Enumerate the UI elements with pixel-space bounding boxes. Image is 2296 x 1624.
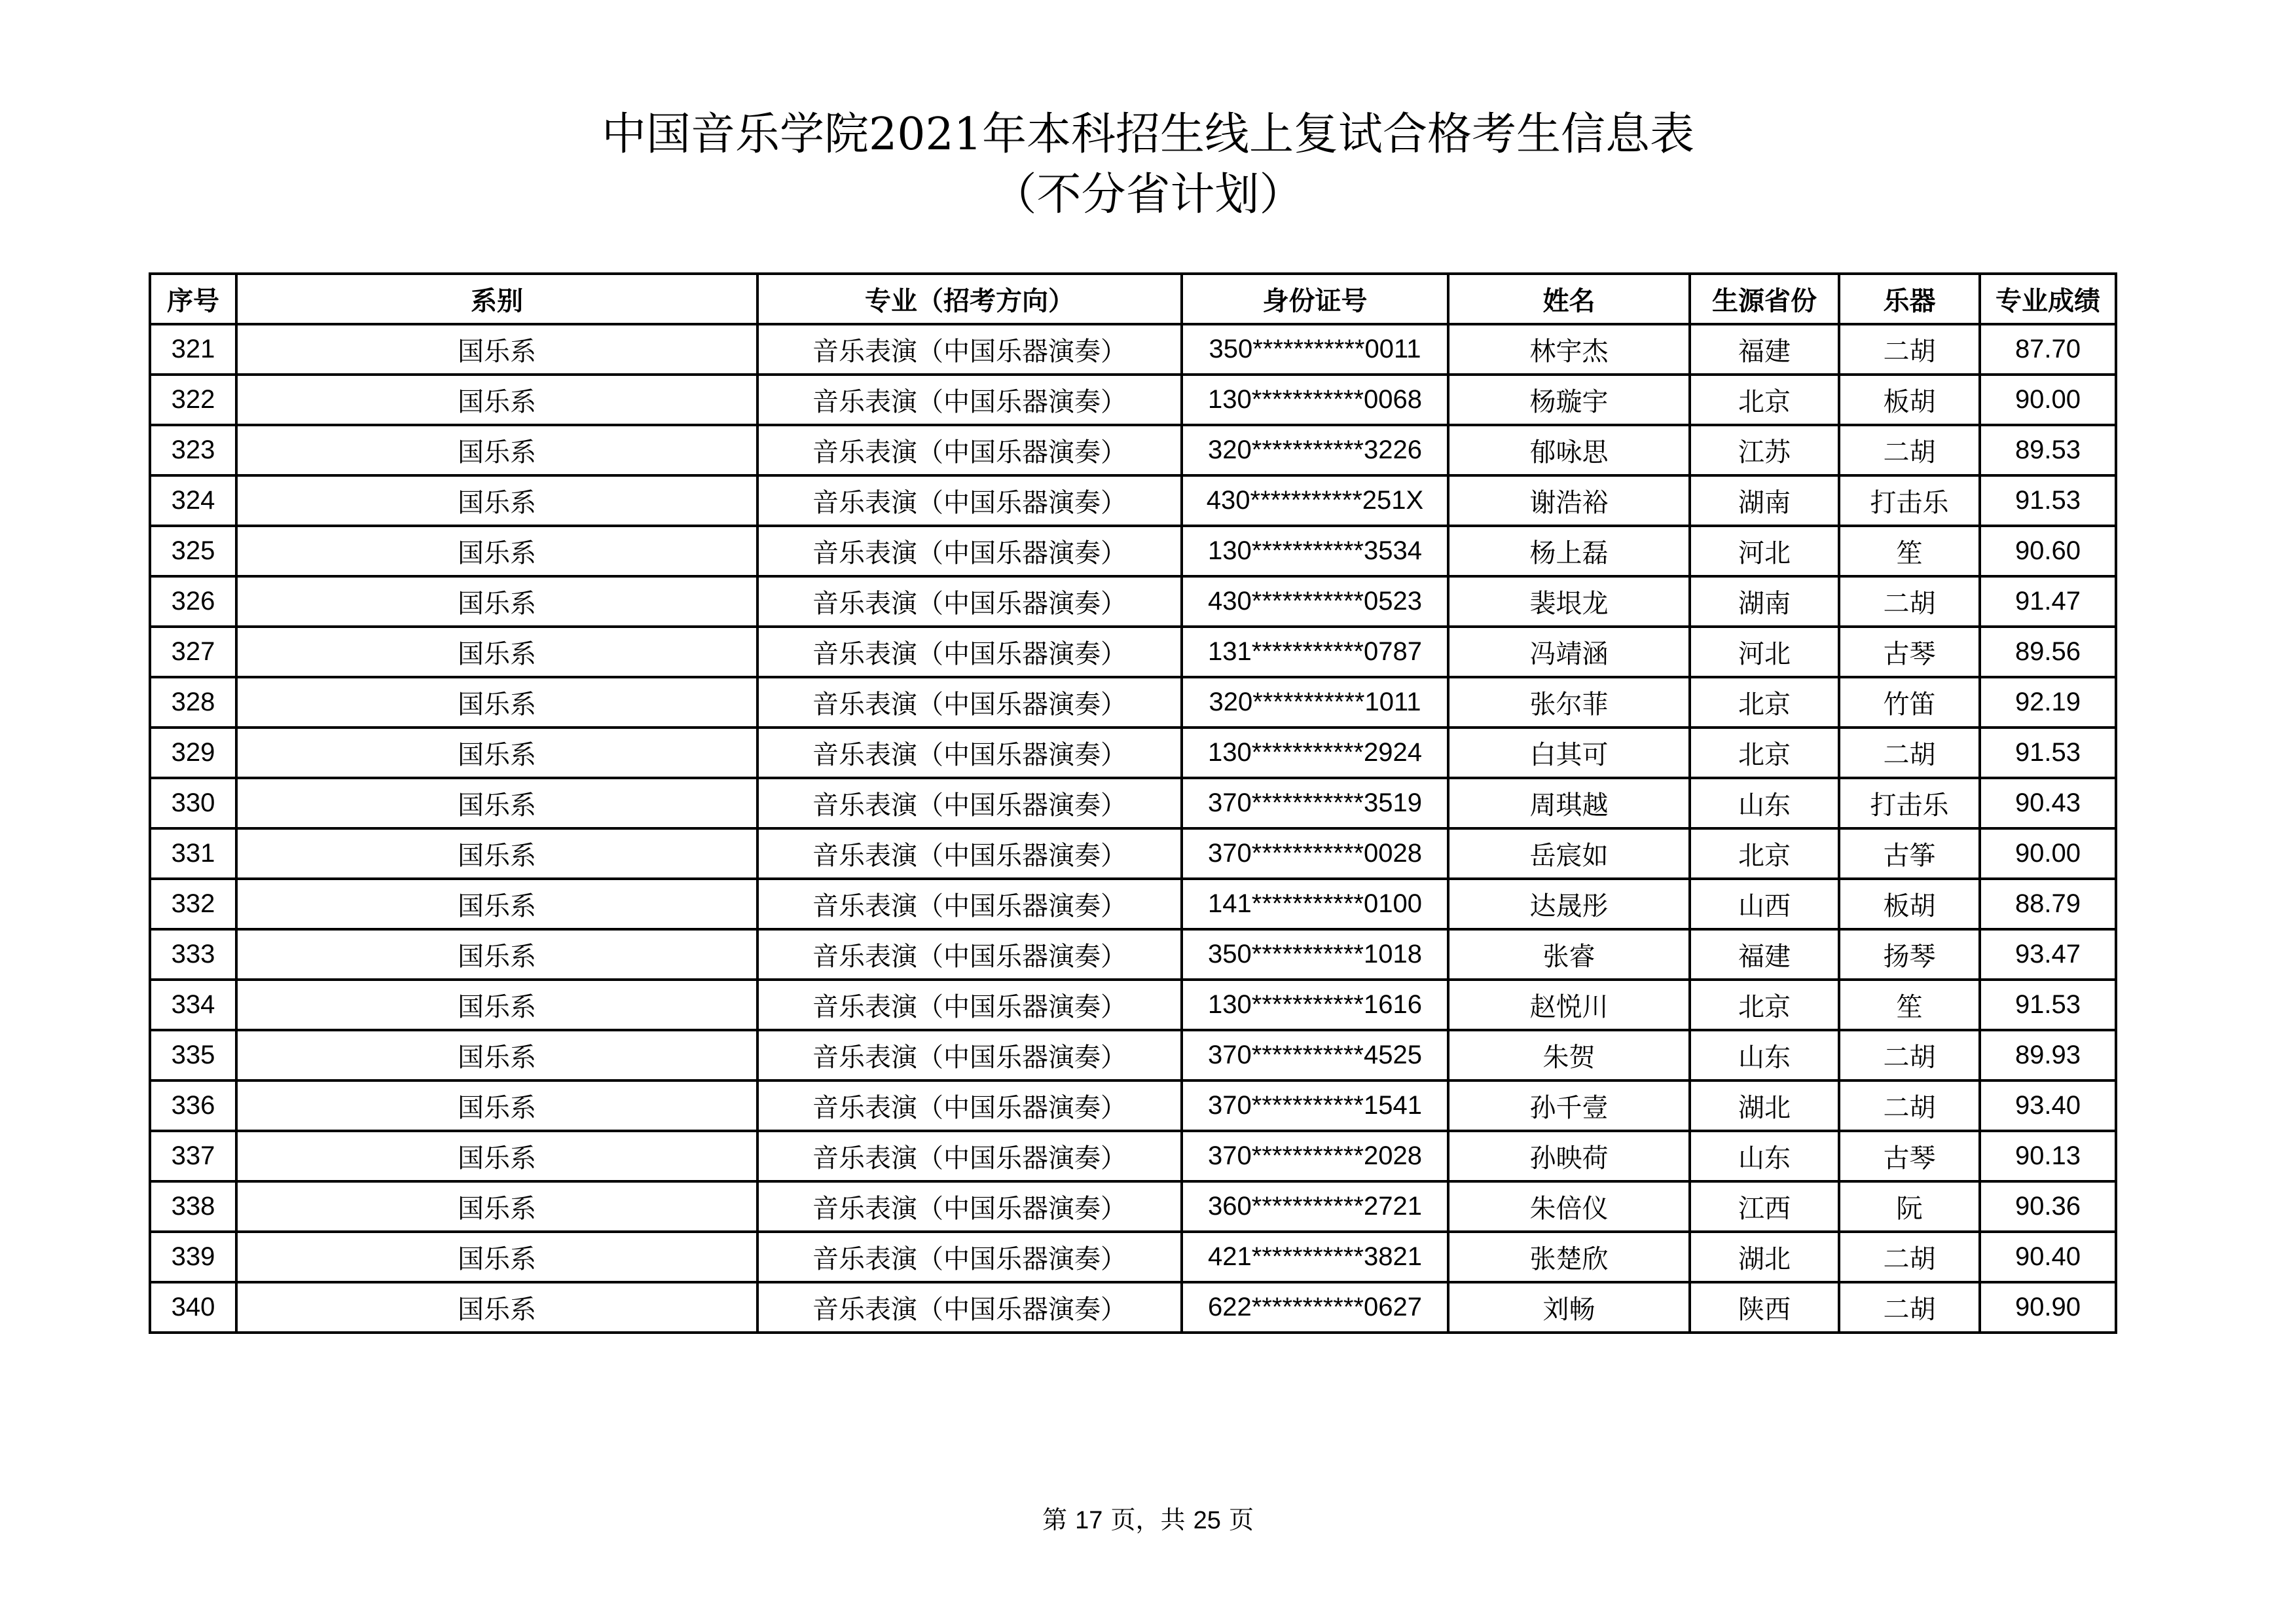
table-row	[150, 1080, 2116, 1131]
cell-score: 90.00	[1980, 375, 2116, 425]
cell-id-number: 141***********0100	[1182, 879, 1448, 929]
cell-instrument: 二胡	[1839, 324, 1980, 375]
table-row	[150, 475, 2116, 526]
cell-seq: 325	[150, 526, 236, 576]
cell-department: 国乐系	[236, 475, 757, 526]
header-cell-major: 专业（招考方向）	[757, 274, 1182, 324]
cell-major: 音乐表演（中国乐器演奏）	[757, 375, 1182, 425]
cell-province: 北京	[1690, 728, 1839, 778]
cell-seq: 327	[150, 627, 236, 677]
cell-id-number: 320***********3226	[1182, 425, 1448, 475]
cell-province: 湖北	[1690, 1232, 1839, 1282]
cell-instrument: 笙	[1839, 980, 1980, 1030]
cell-instrument: 二胡	[1839, 576, 1980, 627]
cell-seq: 321	[150, 324, 236, 375]
cell-name: 张睿	[1448, 929, 1690, 980]
cell-major: 音乐表演（中国乐器演奏）	[757, 1131, 1182, 1181]
cell-seq: 335	[150, 1030, 236, 1080]
cell-name: 赵悦川	[1448, 980, 1690, 1030]
table-row	[150, 576, 2116, 627]
cell-score: 91.53	[1980, 980, 2116, 1030]
cell-id-number: 131***********0787	[1182, 627, 1448, 677]
cell-province: 江苏	[1690, 425, 1839, 475]
cell-department: 国乐系	[236, 425, 757, 475]
header-cell-seq: 序号	[150, 274, 236, 324]
cell-name: 朱贺	[1448, 1030, 1690, 1080]
cell-id-number: 370***********4525	[1182, 1030, 1448, 1080]
cell-department: 国乐系	[236, 526, 757, 576]
cell-major: 音乐表演（中国乐器演奏）	[757, 526, 1182, 576]
cell-score: 90.13	[1980, 1131, 2116, 1181]
cell-seq: 336	[150, 1080, 236, 1131]
footer-middle: 页，共	[1110, 1505, 1186, 1534]
table-row	[150, 1030, 2116, 1080]
cell-score: 90.36	[1980, 1181, 2116, 1232]
cell-instrument: 二胡	[1839, 425, 1980, 475]
cell-major: 音乐表演（中国乐器演奏）	[757, 1282, 1182, 1333]
cell-department: 国乐系	[236, 778, 757, 828]
table-row	[150, 1131, 2116, 1181]
table-row	[150, 1232, 2116, 1282]
cell-score: 93.47	[1980, 929, 2116, 980]
cell-major: 音乐表演（中国乐器演奏）	[757, 627, 1182, 677]
table-row	[150, 980, 2116, 1030]
footer-suffix: 页	[1228, 1505, 1254, 1534]
cell-name: 朱倍仪	[1448, 1181, 1690, 1232]
page-footer	[0, 1500, 2296, 1536]
header-cell-department: 系别	[236, 274, 757, 324]
footer-current-page: 17	[1075, 1507, 1103, 1534]
cell-department: 国乐系	[236, 728, 757, 778]
cell-score: 91.47	[1980, 576, 2116, 627]
cell-score: 90.43	[1980, 778, 2116, 828]
cell-seq: 331	[150, 828, 236, 879]
table-row	[150, 1181, 2116, 1232]
cell-seq: 337	[150, 1131, 236, 1181]
header-cell-score: 专业成绩	[1980, 274, 2116, 324]
cell-province: 湖南	[1690, 475, 1839, 526]
cell-id-number: 130***********0068	[1182, 375, 1448, 425]
cell-instrument: 古筝	[1839, 828, 1980, 879]
cell-province: 山东	[1690, 778, 1839, 828]
cell-province: 山东	[1690, 1131, 1839, 1181]
cell-id-number: 350***********1018	[1182, 929, 1448, 980]
cell-province: 湖南	[1690, 576, 1839, 627]
cell-department: 国乐系	[236, 375, 757, 425]
cell-department: 国乐系	[236, 929, 757, 980]
cell-name: 白其可	[1448, 728, 1690, 778]
cell-score: 88.79	[1980, 879, 2116, 929]
cell-score: 91.53	[1980, 475, 2116, 526]
cell-id-number: 350***********0011	[1182, 324, 1448, 375]
cell-major: 音乐表演（中国乐器演奏）	[757, 929, 1182, 980]
cell-seq: 334	[150, 980, 236, 1030]
cell-province: 北京	[1690, 375, 1839, 425]
cell-id-number: 430***********0523	[1182, 576, 1448, 627]
cell-id-number: 130***********1616	[1182, 980, 1448, 1030]
table-row	[150, 526, 2116, 576]
cell-name: 孙千壹	[1448, 1080, 1690, 1131]
cell-name: 冯靖涵	[1448, 627, 1690, 677]
cell-id-number: 370***********1541	[1182, 1080, 1448, 1131]
table-row	[150, 728, 2116, 778]
cell-instrument: 二胡	[1839, 728, 1980, 778]
cell-id-number: 430***********251X	[1182, 475, 1448, 526]
cell-name: 张尔菲	[1448, 677, 1690, 728]
table-row	[150, 1282, 2116, 1333]
cell-name: 刘畅	[1448, 1282, 1690, 1333]
cell-major: 音乐表演（中国乐器演奏）	[757, 1181, 1182, 1232]
candidate-table	[149, 272, 2117, 1334]
cell-department: 国乐系	[236, 828, 757, 879]
cell-province: 河北	[1690, 526, 1839, 576]
cell-id-number: 622***********0627	[1182, 1282, 1448, 1333]
header-cell-province: 生源省份	[1690, 274, 1839, 324]
cell-score: 89.93	[1980, 1030, 2116, 1080]
cell-province: 福建	[1690, 929, 1839, 980]
cell-province: 湖北	[1690, 1080, 1839, 1131]
cell-score: 91.53	[1980, 728, 2116, 778]
cell-department: 国乐系	[236, 627, 757, 677]
cell-id-number: 360***********2721	[1182, 1181, 1448, 1232]
cell-seq: 340	[150, 1282, 236, 1333]
cell-province: 河北	[1690, 627, 1839, 677]
cell-major: 音乐表演（中国乐器演奏）	[757, 677, 1182, 728]
table-row	[150, 324, 2116, 375]
table-row	[150, 929, 2116, 980]
cell-name: 周琪越	[1448, 778, 1690, 828]
cell-name: 岳宸如	[1448, 828, 1690, 879]
cell-instrument: 古琴	[1839, 1131, 1980, 1181]
cell-name: 郁咏思	[1448, 425, 1690, 475]
cell-major: 音乐表演（中国乐器演奏）	[757, 1030, 1182, 1080]
cell-name: 达晟彤	[1448, 879, 1690, 929]
cell-name: 林宇杰	[1448, 324, 1690, 375]
cell-major: 音乐表演（中国乐器演奏）	[757, 324, 1182, 375]
cell-department: 国乐系	[236, 1030, 757, 1080]
cell-major: 音乐表演（中国乐器演奏）	[757, 576, 1182, 627]
header-cell-instrument: 乐器	[1839, 274, 1980, 324]
cell-province: 山西	[1690, 879, 1839, 929]
cell-province: 江西	[1690, 1181, 1839, 1232]
cell-id-number: 421***********3821	[1182, 1232, 1448, 1282]
cell-instrument: 二胡	[1839, 1030, 1980, 1080]
cell-major: 音乐表演（中国乐器演奏）	[757, 879, 1182, 929]
cell-name: 孙映荷	[1448, 1131, 1690, 1181]
cell-score: 93.40	[1980, 1080, 2116, 1131]
cell-major: 音乐表演（中国乐器演奏）	[757, 1080, 1182, 1131]
cell-instrument: 二胡	[1839, 1232, 1980, 1282]
cell-seq: 333	[150, 929, 236, 980]
cell-province: 福建	[1690, 324, 1839, 375]
cell-id-number: 370***********0028	[1182, 828, 1448, 879]
cell-province: 北京	[1690, 828, 1839, 879]
cell-seq: 324	[150, 475, 236, 526]
cell-instrument: 板胡	[1839, 879, 1980, 929]
cell-instrument: 竹笛	[1839, 677, 1980, 728]
cell-seq: 329	[150, 728, 236, 778]
cell-score: 90.40	[1980, 1232, 2116, 1282]
cell-major: 音乐表演（中国乐器演奏）	[757, 980, 1182, 1030]
cell-seq: 332	[150, 879, 236, 929]
header-cell-id-number: 身份证号	[1182, 274, 1448, 324]
cell-major: 音乐表演（中国乐器演奏）	[757, 475, 1182, 526]
cell-major: 音乐表演（中国乐器演奏）	[757, 778, 1182, 828]
cell-province: 山东	[1690, 1030, 1839, 1080]
cell-instrument: 打击乐	[1839, 475, 1980, 526]
cell-name: 杨璇宇	[1448, 375, 1690, 425]
cell-score: 90.60	[1980, 526, 2116, 576]
cell-major: 音乐表演（中国乐器演奏）	[757, 828, 1182, 879]
document-title: 中国音乐学院2021年本科招生线上复试合格考生信息表	[601, 109, 1695, 160]
footer-prefix: 第	[1042, 1505, 1068, 1534]
cell-seq: 322	[150, 375, 236, 425]
cell-instrument: 阮	[1839, 1181, 1980, 1232]
cell-id-number: 370***********3519	[1182, 778, 1448, 828]
cell-province: 北京	[1690, 677, 1839, 728]
cell-id-number: 370***********2028	[1182, 1131, 1448, 1181]
cell-department: 国乐系	[236, 980, 757, 1030]
table-row	[150, 425, 2116, 475]
cell-instrument: 板胡	[1839, 375, 1980, 425]
table-header-row	[150, 274, 2116, 324]
cell-seq: 328	[150, 677, 236, 728]
cell-department: 国乐系	[236, 1181, 757, 1232]
cell-department: 国乐系	[236, 324, 757, 375]
cell-score: 89.53	[1980, 425, 2116, 475]
table-row	[150, 627, 2116, 677]
cell-instrument: 扬琴	[1839, 929, 1980, 980]
cell-name: 张楚欣	[1448, 1232, 1690, 1282]
document-subtitle: （不分省计划）	[992, 169, 1304, 221]
cell-score: 90.90	[1980, 1282, 2116, 1333]
cell-department: 国乐系	[236, 879, 757, 929]
cell-major: 音乐表演（中国乐器演奏）	[757, 425, 1182, 475]
cell-instrument: 二胡	[1839, 1282, 1980, 1333]
cell-instrument: 笙	[1839, 526, 1980, 576]
table-row	[150, 778, 2116, 828]
cell-seq: 330	[150, 778, 236, 828]
cell-province: 陕西	[1690, 1282, 1839, 1333]
cell-name: 杨上磊	[1448, 526, 1690, 576]
cell-instrument: 二胡	[1839, 1080, 1980, 1131]
cell-id-number: 130***********2924	[1182, 728, 1448, 778]
cell-name: 谢浩裕	[1448, 475, 1690, 526]
cell-major: 音乐表演（中国乐器演奏）	[757, 1232, 1182, 1282]
table-row	[150, 375, 2116, 425]
table-row	[150, 879, 2116, 929]
cell-department: 国乐系	[236, 1080, 757, 1131]
table-row	[150, 677, 2116, 728]
cell-score: 87.70	[1980, 324, 2116, 375]
cell-department: 国乐系	[236, 1232, 757, 1282]
cell-seq: 339	[150, 1232, 236, 1282]
cell-id-number: 320***********1011	[1182, 677, 1448, 728]
cell-seq: 326	[150, 576, 236, 627]
table-body	[150, 324, 2116, 1333]
cell-score: 92.19	[1980, 677, 2116, 728]
cell-department: 国乐系	[236, 1131, 757, 1181]
cell-score: 89.56	[1980, 627, 2116, 677]
cell-score: 90.00	[1980, 828, 2116, 879]
cell-instrument: 古琴	[1839, 627, 1980, 677]
cell-id-number: 130***********3534	[1182, 526, 1448, 576]
cell-instrument: 打击乐	[1839, 778, 1980, 828]
cell-department: 国乐系	[236, 576, 757, 627]
cell-major: 音乐表演（中国乐器演奏）	[757, 728, 1182, 778]
cell-seq: 323	[150, 425, 236, 475]
cell-seq: 338	[150, 1181, 236, 1232]
header-cell-name: 姓名	[1448, 274, 1690, 324]
cell-department: 国乐系	[236, 677, 757, 728]
cell-province: 北京	[1690, 980, 1839, 1030]
cell-department: 国乐系	[236, 1282, 757, 1333]
table-row	[150, 828, 2116, 879]
cell-name: 裴垠龙	[1448, 576, 1690, 627]
footer-total-pages: 25	[1193, 1507, 1221, 1534]
